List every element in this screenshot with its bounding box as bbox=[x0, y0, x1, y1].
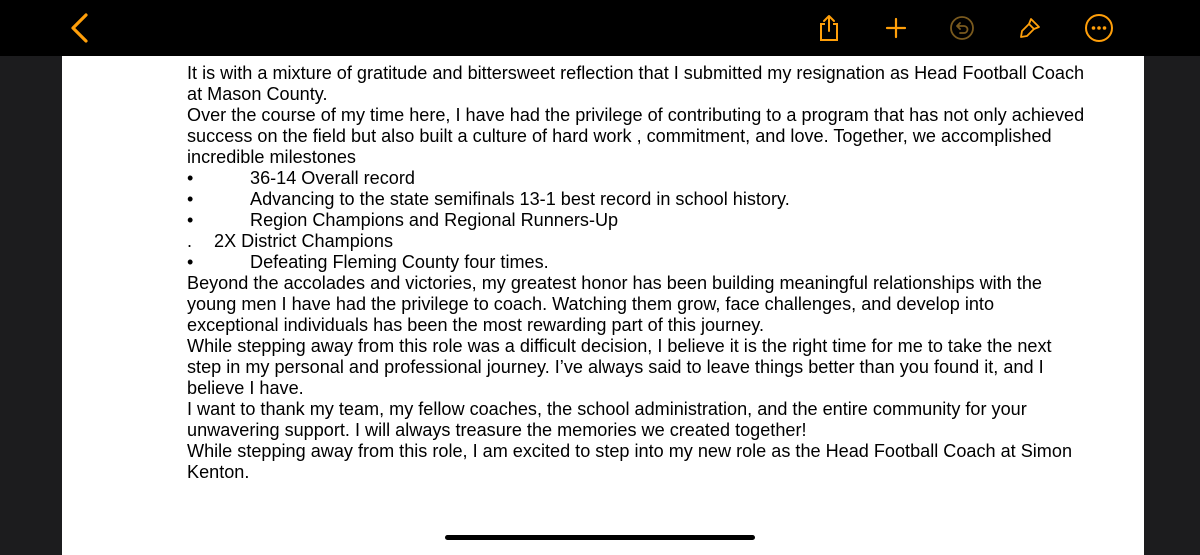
left-gutter bbox=[0, 56, 62, 555]
paragraph-new-role: While stepping away from this role, I am excited to step into my new role as the Head Football Coach at Simon Kenton. bbox=[187, 441, 1073, 482]
paragraph-decision: While stepping away from this role was a difficult decision, I believe it is the right time for me to take the next step in my personal and professional journey. I’ve always said to leave things better than you found it, and I believe I have. bbox=[187, 336, 1052, 398]
back-button[interactable] bbox=[64, 12, 96, 44]
bullet-mark: • bbox=[187, 252, 194, 272]
bullet-mark: • bbox=[187, 168, 194, 188]
more-button[interactable] bbox=[1083, 12, 1115, 44]
list-item bbox=[187, 231, 1087, 252]
list-item bbox=[187, 210, 1087, 231]
toolbar bbox=[0, 0, 1200, 56]
list-item bbox=[187, 252, 1087, 273]
add-button[interactable] bbox=[880, 12, 912, 44]
paragraph-relationships: Beyond the accolades and victories, my greatest honor has been building meaningful relationships with the young men I have had the privilege to coach. Watching them grow, face challenges, and develop into exceptional individuals has been the most rewarding part of this journey. bbox=[187, 273, 1042, 335]
undo-icon bbox=[949, 15, 975, 41]
format-button[interactable] bbox=[1014, 12, 1046, 44]
document-page[interactable] bbox=[62, 56, 1144, 555]
share-button[interactable] bbox=[813, 12, 845, 44]
bullet-mark: • bbox=[187, 189, 194, 209]
paragraph-intro: It is with a mixture of gratitude and bittersweet reflection that I submitted my resignation as Head Football Coach at Mason County. bbox=[187, 63, 1085, 104]
chevron-left-icon bbox=[70, 13, 90, 43]
plus-icon bbox=[884, 16, 908, 40]
list-item bbox=[187, 168, 1087, 189]
bullet-text: 36-14 Overall record bbox=[250, 168, 415, 188]
undo-button[interactable] bbox=[946, 12, 978, 44]
bullet-text: Region Champions and Regional Runners-Up bbox=[250, 210, 619, 230]
bullet-mark: • bbox=[187, 210, 194, 230]
paintbrush-icon bbox=[1017, 15, 1043, 41]
bullet-text: Defeating Fleming County four times. bbox=[250, 252, 549, 272]
share-icon bbox=[817, 14, 841, 42]
paragraph-overview: Over the course of my time here, I have had the privilege of contributing to a program that has not only achieved success on the field but also built a culture of hard work , commitment, and love. Together, we accomplished incredible milestones bbox=[187, 105, 1085, 167]
bullet-text: Advancing to the state semifinals 13-1 best record in school history. bbox=[250, 189, 790, 209]
list-item bbox=[187, 189, 1087, 210]
bullet-mark: . bbox=[187, 231, 193, 251]
home-indicator[interactable] bbox=[445, 535, 755, 540]
bullet-text: 2X District Champions bbox=[214, 231, 393, 251]
paragraph-thanks: I want to thank my team, my fellow coaches, the school administration, and the entire community for your unwavering support. I will always treasure the memories we created together! bbox=[187, 399, 1027, 440]
ellipsis-circle-icon bbox=[1084, 13, 1114, 43]
right-gutter bbox=[1144, 56, 1200, 555]
document-body[interactable] bbox=[187, 63, 1087, 483]
